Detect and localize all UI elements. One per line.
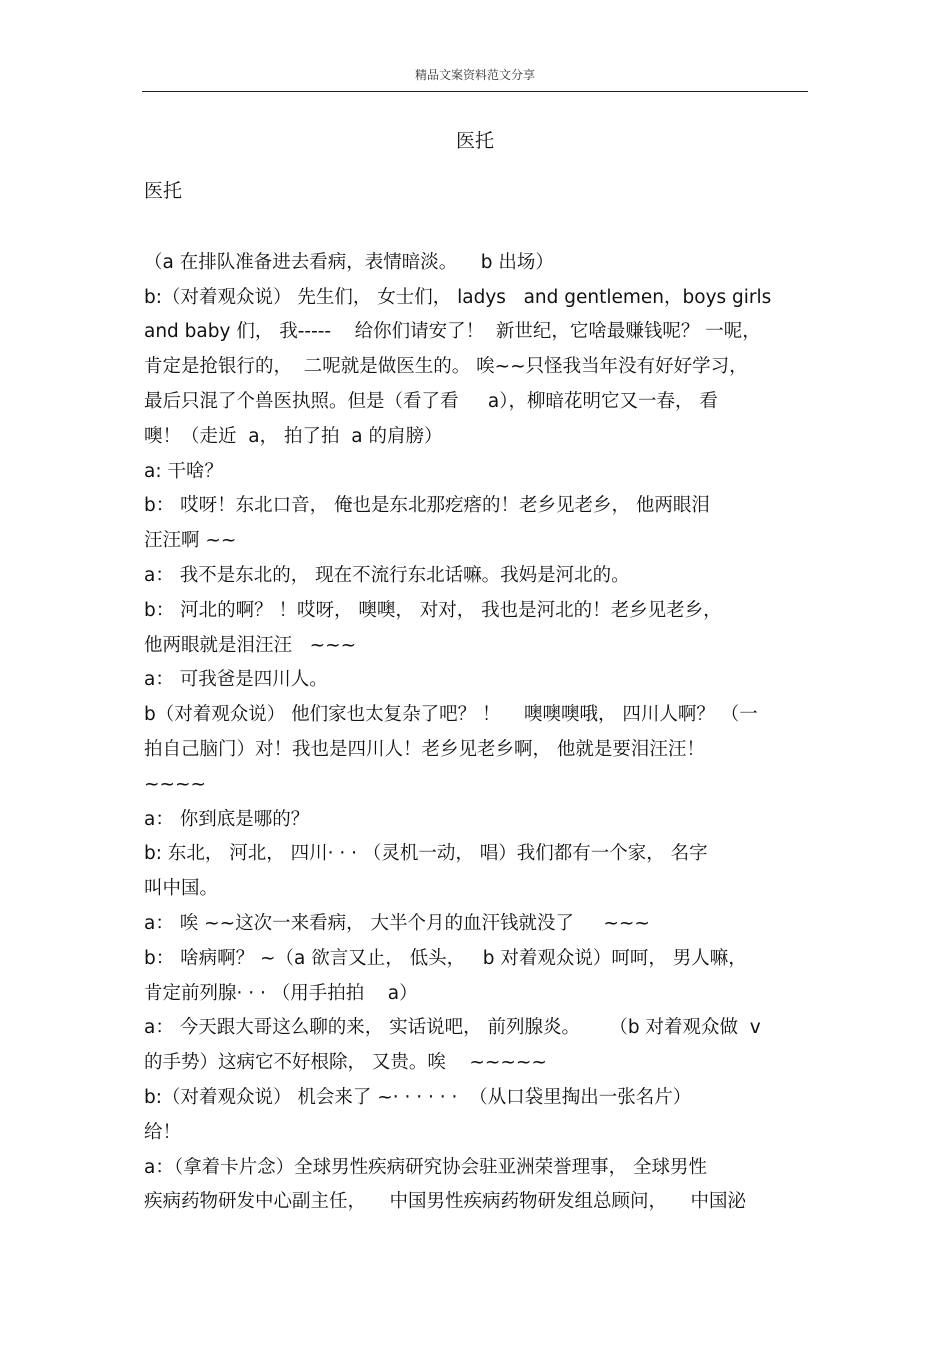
script-line: 给！: [144, 1121, 182, 1143]
page-header: 精品文案资料范文分享: [414, 68, 535, 82]
paragraph-gap: [144, 209, 808, 246]
document-body: [144, 174, 808, 1220]
script-line: 最后只混了个兽医执照。但是（看了看 a），柳暗花明它又一春， 看: [144, 390, 718, 412]
script-line: b： 河北的啊？ ！哎呀， 噢噢， 对对， 我也是河北的！老乡见老乡，: [144, 599, 722, 621]
script-line: b: 东北， 河北， 四川· · · （灵机一动， 唱）我们都有一个家， 名字: [144, 843, 708, 865]
document-title: 医托: [455, 130, 494, 152]
script-line: （a 在排队准备进去看病，表情暗淡。 b 出场）: [144, 251, 554, 273]
script-line: b： 哎呀！东北口音， 俺也是东北那疙瘩的！老乡见老乡， 他两眼泪: [144, 495, 710, 517]
script-line: b： 啥病啊？ ~（a 欲言又止， 低头， b 对着观众说）呵呵， 男人嘛，: [144, 947, 747, 969]
script-line: 肯定是抢银行的， 二呢就是做医生的。 唉~~只怪我当年没有好好学习，: [144, 356, 748, 378]
script-line: and baby 们， 我----- 给你们请安了！ 新世纪，它啥最赚钱呢？ 一呢，: [144, 321, 761, 343]
script-line: a： 今天跟大哥这么聊的来， 实话说吧， 前列腺炎。 （b 对着观众做 v: [144, 1017, 761, 1039]
script-line: b（对着观众说） 他们家也太复杂了吧？ ！ 噢噢噢哦， 四川人啊？ （一: [144, 704, 758, 726]
script-line: 他两眼就是泪汪汪 ~~~: [144, 634, 357, 656]
script-line: a： 可我爸是四川人。: [144, 669, 328, 691]
script-line: a： 唉 ~~这次一来看病， 大半个月的血汗钱就没了 ~~~: [144, 912, 650, 934]
script-line: 拍自己脑门）对！我也是四川人！老乡见老乡啊， 他就是要泪汪汪！: [144, 738, 705, 760]
script-line: ~~~~: [144, 773, 207, 795]
script-line: a： 你到底是哪的？: [144, 808, 310, 830]
script-line: 肯定前列腺· · · （用手拍拍 a）: [144, 982, 418, 1004]
script-line: 的手势）这病它不好根除， 又贵。唉 ~~~~~: [144, 1052, 547, 1074]
script-line: 叫中国。: [144, 878, 219, 900]
script-line: 噢！（走近 a， 拍了拍 a 的肩膀）: [144, 425, 443, 447]
script-line: 疾病药物研发中心副主任， 中国男性疾病药物研发组总顾问， 中国泌: [144, 1191, 747, 1213]
script-line: a：（拿着卡片念）全球男性疾病研究协会驻亚洲荣誉理事， 全球男性: [144, 1156, 707, 1178]
script-line: a: 干啥？: [144, 460, 223, 482]
document-subtitle: 医托: [144, 180, 183, 202]
script-line: a： 我不是东北的， 现在不流行东北话嘛。我妈是河北的。: [144, 564, 630, 586]
script-line: 汪汪啊 ~~: [144, 530, 237, 552]
script-line: b:（对着观众说） 机会来了 ~· · · · · · （从口袋里掏出一张名片）: [144, 1086, 692, 1108]
header-divider: [142, 91, 808, 92]
script-line: b:（对着观众说） 先生们， 女士们， ladys and gentlemen，boys girls: [144, 286, 772, 308]
